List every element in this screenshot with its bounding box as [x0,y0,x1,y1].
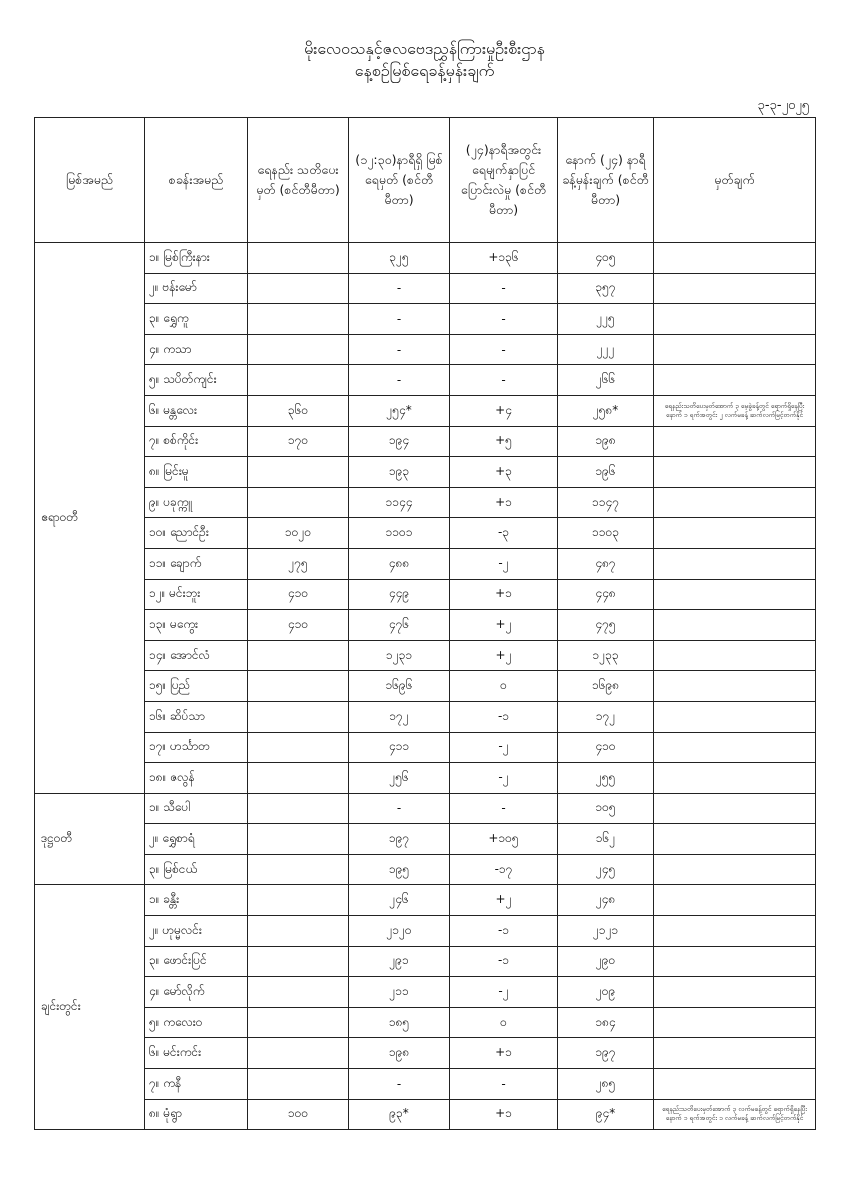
danger-level-cell [248,1007,349,1038]
remark-cell [654,1007,816,1038]
remark-cell [654,824,816,855]
water-level-cell: ၁၉၇ [349,824,450,855]
remark-cell [654,732,816,763]
danger-level-cell [248,854,349,885]
station-name-cell: ၅။ ကလေးဝ [145,1007,248,1038]
danger-level-cell [248,243,349,274]
forecast-cell: ၁၁၄၇ [558,487,654,518]
table-row [35,518,816,549]
danger-level-cell [248,457,349,488]
forecast-cell: ၄၇၅ [558,610,654,641]
forecast-cell: ၉၄* [558,1099,654,1130]
forecast-cell: ၁၈၄ [558,1007,654,1038]
forecast-cell: ၂၈၅ [558,1069,654,1100]
station-name-cell: ၆။ မန္တလေး [145,395,248,426]
change-24h-cell: +၁ [450,579,558,610]
station-name-cell: ၂။ ရွှေစာရံ [145,824,248,855]
remark-cell [654,946,816,977]
remark-cell [654,885,816,916]
station-name-cell: ၁၇။ ဟင်္သာတ [145,732,248,763]
river-name-cell: ဧရာဝတီ [35,243,145,794]
remark-cell [654,640,816,671]
water-level-cell: ၄၈၈ [349,548,450,579]
forecast-cell: ၁၆၉၈ [558,671,654,702]
remark-cell [654,334,816,365]
water-level-cell: - [349,365,450,396]
water-level-cell: - [349,334,450,365]
danger-level-cell [248,304,349,335]
change-24h-cell: +၁၀၅ [450,824,558,855]
station-name-cell: ၈။ မုံရွာ [145,1099,248,1130]
forecast-cell: ၁၇၂ [558,701,654,732]
remark-cell [654,610,816,641]
table-row [35,854,816,885]
water-level-cell: ၄၄၉ [349,579,450,610]
station-name-cell: ၄။ ကသာ [145,334,248,365]
change-24h-cell: -၃ [450,518,558,549]
table-body [35,243,816,1130]
station-name-cell: ၇။ ကနီ [145,1069,248,1100]
header-danger-level: ရေနည်း သတိပေးမှတ် (စင်တီမီတာ) [248,118,349,243]
remark-cell [654,854,816,885]
change-24h-cell: +၃ [450,457,558,488]
change-24h-cell: +၅ [450,426,558,457]
water-level-cell: - [349,304,450,335]
water-level-cell: ၄၇၆ [349,610,450,641]
remark-cell [654,1069,816,1100]
change-24h-cell: -၂ [450,763,558,794]
change-24h-cell: +၁၃၆ [450,243,558,274]
remark-cell [654,304,816,335]
remark-cell [654,243,816,274]
water-level-cell: ၃၂၅ [349,243,450,274]
change-24h-cell: -၂ [450,548,558,579]
table-row [35,701,816,732]
table-row [35,426,816,457]
change-24h-cell: +၁ [450,487,558,518]
table-row [35,824,816,855]
water-level-cell: ၂၅၆ [349,763,450,794]
remark-cell [654,365,816,396]
danger-level-cell [248,763,349,794]
table-header-row [35,118,816,243]
danger-level-cell [248,701,349,732]
table-row [35,457,816,488]
table-row [35,1069,816,1100]
danger-level-cell [248,487,349,518]
table-row [35,946,816,977]
change-24h-cell: +၁ [450,1038,558,1069]
forecast-cell: ၂၄၅ [558,854,654,885]
forecast-cell: ၂၅၅ [558,763,654,794]
danger-level-cell: ၂၇၅ [248,548,349,579]
forecast-cell: ၂၀၉ [558,977,654,1008]
danger-level-cell [248,732,349,763]
station-name-cell: ၁၅။ ပြည် [145,671,248,702]
danger-level-cell [248,640,349,671]
remark-cell [654,548,816,579]
station-name-cell: ၁။ ခန္တီး [145,885,248,916]
table-row [35,885,816,916]
danger-level-cell: ၁၀၂၀ [248,518,349,549]
danger-level-cell [248,671,349,702]
remark-cell [654,457,816,488]
table-row [35,304,816,335]
table-row [35,610,816,641]
forecast-cell: ၂၅၈* [558,395,654,426]
change-24h-cell: +၂ [450,885,558,916]
change-24h-cell: - [450,793,558,824]
remark-cell [654,487,816,518]
change-24h-cell: -၂ [450,732,558,763]
change-24h-cell: -၁၇ [450,854,558,885]
water-level-cell: ၁၁၀၁ [349,518,450,549]
title-line-2: နေ့စဉ်မြစ်ရေခန့်မှန်းချက် [354,61,495,80]
water-level-cell: ၁၆၉၆ [349,671,450,702]
table-row [35,1099,816,1130]
station-name-cell: ၂။ ဗန်းမော် [145,273,248,304]
river-name-cell: ဒုဋ္ဌဝတီ [35,793,145,885]
report-date: ၃-၃-၂၀၂၅ [757,98,809,113]
remark-cell [654,916,816,947]
danger-level-cell [248,1069,349,1100]
table-row [35,273,816,304]
header-river-name: မြစ်အမည် [35,118,145,243]
table-row [35,732,816,763]
document-title [0,38,849,82]
table-row [35,334,816,365]
station-name-cell: ၁၄။ အောင်လံ [145,640,248,671]
change-24h-cell: +၁ [450,1099,558,1130]
table-row [35,640,816,671]
remark-cell [654,977,816,1008]
table-row [35,243,816,274]
station-name-cell: ၁၆။ ဆိပ်သာ [145,701,248,732]
table-row [35,1007,816,1038]
change-24h-cell: ၀ [450,1007,558,1038]
water-level-cell: ၁၈၅ [349,1007,450,1038]
water-level-cell: ၂၄၆ [349,885,450,916]
forecast-cell: ၁၉၈ [558,426,654,457]
forecast-cell: ၃၅၇ [558,273,654,304]
title-line-1: မိုးလေဝသနှင့်ဇလဗေဒညွှန်ကြားမှုဦးစီးဌာန [304,39,545,58]
danger-level-cell [248,946,349,977]
water-level-cell: ၂၁၂၀ [349,916,450,947]
change-24h-cell: - [450,334,558,365]
change-24h-cell: +၂ [450,640,558,671]
forecast-cell: ၁၉၆ [558,457,654,488]
header-change-24h: (၂၄)နာရီအတွင်း ရေမျက်နှာပြင် ပြောင်းလဲမှု (စင်တီမီတာ) [450,118,558,243]
header-water-level: (၁၂:၃၀)နာရီရှိ မြစ်ရေမှတ် (စင်တီမီတာ) [349,118,450,243]
danger-level-cell [248,977,349,1008]
station-name-cell: ၈။ မြင်းမူ [145,457,248,488]
header-remark: မှတ်ချက် [654,118,816,243]
danger-level-cell [248,793,349,824]
change-24h-cell: -၁ [450,916,558,947]
forecast-cell: ၂၁၂၁ [558,916,654,947]
remark-cell: ရေနည်းသတိပေးမှတ်အောက် ၃ မေ့ခွဲခန့်တွင် ရောက်ရှိနေပြီး နောက် ၁ ရက်အတွင်း ၂ လက်မခန့် ဆက်လက်မြင့်တက်နိုင် [654,395,816,426]
water-level-cell: - [349,1069,450,1100]
change-24h-cell: - [450,365,558,396]
danger-level-cell [248,885,349,916]
water-level-cell: ၁၉၈ [349,1038,450,1069]
change-24h-cell: -၁ [450,946,558,977]
water-level-cell: ၁၁၄၄ [349,487,450,518]
river-name-cell: ချင်းတွင်း [35,885,145,1130]
station-name-cell: ၁၀။ ညောင်ဦး [145,518,248,549]
header-forecast-24h: နောက် (၂၄) နာရီ ခန့်မှန်းချက် (စင်တီမီတာ) [558,118,654,243]
station-name-cell: ၂။ ဟုမ္မလင်း [145,916,248,947]
danger-level-cell [248,334,349,365]
table-row [35,579,816,610]
station-name-cell: ၃။ ရွှေကူ [145,304,248,335]
remark-cell [654,1038,816,1069]
station-name-cell: ၇။ စစ်ကိုင်း [145,426,248,457]
station-name-cell: ၁၂။ မင်းဘူး [145,579,248,610]
water-level-cell: ၉၃* [349,1099,450,1130]
water-level-cell: ၁၉၃ [349,457,450,488]
remark-cell [654,763,816,794]
forecast-cell: ၁၁၀၃ [558,518,654,549]
forecast-cell: ၂၄၈ [558,885,654,916]
station-name-cell: ၁။ သီပေါ [145,793,248,824]
water-level-cell: ၁၂၃၁ [349,640,450,671]
station-name-cell: ၃။ ဖောင်းပြင် [145,946,248,977]
remark-cell [654,701,816,732]
danger-level-cell: ၃၆၀ [248,395,349,426]
danger-level-cell: ၄၁၀ [248,579,349,610]
station-name-cell: ၁၈။ ဇလွန် [145,763,248,794]
table-row [35,793,816,824]
change-24h-cell: - [450,273,558,304]
station-name-cell: ၄။ မော်လိုက် [145,977,248,1008]
table-row [35,548,816,579]
forecast-cell: ၄၀၅ [558,243,654,274]
table-row [35,763,816,794]
table-row [35,671,816,702]
change-24h-cell: ၀ [450,671,558,702]
remark-cell: ရေနည်းသတိပေးမှတ်အောက် ၃ လက်မခန့်တွင် ရောက်ရှိနေပြီး နောက် ၁ ရက်အတွင်း ၁ လက်မခန့် ဆက်လက်မြင့်တက်နိုင် [654,1099,816,1130]
table-row [35,487,816,518]
change-24h-cell: - [450,1069,558,1100]
forecast-cell: ၂၂၅ [558,304,654,335]
danger-level-cell: ၁၀၀ [248,1099,349,1130]
table-row [35,365,816,396]
station-name-cell: ၉။ ပခုက္ကူ [145,487,248,518]
station-name-cell: ၁၃။ မကွေး [145,610,248,641]
remark-cell [654,579,816,610]
danger-level-cell [248,365,349,396]
forecast-cell: ၂၂၂ [558,334,654,365]
water-level-cell: ၄၁၁ [349,732,450,763]
forecast-cell: ၂၆၆ [558,365,654,396]
water-level-cell: ၂၅၄* [349,395,450,426]
river-forecast-table [34,117,816,1130]
change-24h-cell: +၄ [450,395,558,426]
danger-level-cell [248,1038,349,1069]
table-row [35,395,816,426]
forecast-cell: ၁၉၇ [558,1038,654,1069]
danger-level-cell [248,273,349,304]
danger-level-cell: ၁၇၀ [248,426,349,457]
remark-cell [654,273,816,304]
forecast-cell: ၂၉၀ [558,946,654,977]
change-24h-cell: -၁ [450,701,558,732]
change-24h-cell: - [450,304,558,335]
danger-level-cell [248,916,349,947]
forecast-cell: ၁၀၅ [558,793,654,824]
table-row [35,977,816,1008]
remark-cell [654,426,816,457]
water-level-cell: ၁၉၄ [349,426,450,457]
forecast-cell: ၄၁၀ [558,732,654,763]
water-level-cell: ၁၉၅ [349,854,450,885]
station-name-cell: ၆။ မင်းကင်း [145,1038,248,1069]
forecast-cell: ၄၄၈ [558,579,654,610]
header-station-name: စခန်းအမည် [145,118,248,243]
water-level-cell: ၂၉၁ [349,946,450,977]
change-24h-cell: -၂ [450,977,558,1008]
station-name-cell: ၁၁။ ချောက် [145,548,248,579]
water-level-cell: ၁၇၂ [349,701,450,732]
water-level-cell: ၂၁၁ [349,977,450,1008]
table-row [35,916,816,947]
water-level-cell: - [349,273,450,304]
station-name-cell: ၁။ မြစ်ကြီးနား [145,243,248,274]
station-name-cell: ၃။ မြစ်ငယ် [145,854,248,885]
danger-level-cell: ၄၁၀ [248,610,349,641]
change-24h-cell: +၂ [450,610,558,641]
station-name-cell: ၅။ သပိတ်ကျင်း [145,365,248,396]
remark-cell [654,671,816,702]
remark-cell [654,793,816,824]
table-row [35,1038,816,1069]
danger-level-cell [248,824,349,855]
water-level-cell: - [349,793,450,824]
forecast-cell: ၄၈၇ [558,548,654,579]
forecast-cell: ၁၆၂ [558,824,654,855]
remark-cell [654,518,816,549]
forecast-cell: ၁၂၃၃ [558,640,654,671]
